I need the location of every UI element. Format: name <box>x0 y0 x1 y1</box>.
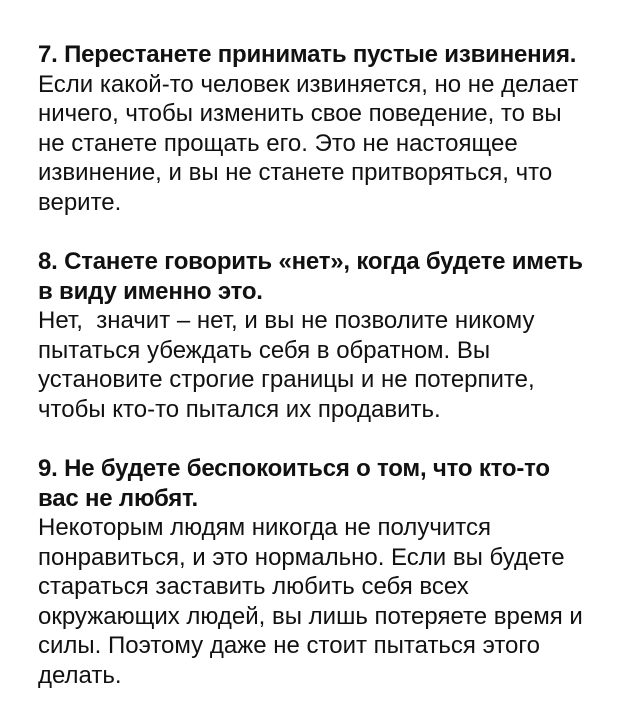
tip-7 <box>38 40 620 217</box>
tip-body-line: пытаться убеждать себя в обратном. Вы <box>38 336 491 364</box>
tip-body-line: верите. <box>38 188 122 216</box>
tip-body-line: ничего, чтобы изменить свое поведение, то вы <box>38 100 562 127</box>
tip-body-line: стараться заставить любить себя всех <box>38 573 469 600</box>
tip-heading <box>38 247 620 306</box>
tip-8 <box>38 247 620 424</box>
tip-body-line: Некоторым людям никогда не получится <box>38 514 491 541</box>
tip-body-line: окружающих людей, вы лишь потеряете время и <box>38 602 583 630</box>
tip-heading-line: вас не любят. <box>38 484 198 512</box>
tip-heading-line: 7. Перестанете принимать пустые извинения. <box>38 41 577 68</box>
tip-body-line: силы. Поэтому даже не стоит пытаться этого <box>38 632 540 659</box>
tip-heading <box>38 40 620 70</box>
tip-body <box>38 306 620 424</box>
tip-heading-line: 8. Станете говорить «нет», когда будете иметь <box>38 248 583 275</box>
tip-heading-line: 9. Не будете беспокоиться о том, что кто-то <box>38 455 550 482</box>
tip-body-line: делать. <box>38 661 122 689</box>
tip-heading-line: в виду именно это. <box>38 277 263 305</box>
tip-body-line: не станете прощать его. Это не настоящее <box>38 129 518 157</box>
tip-body-line: чтобы кто-то пытался их продавить. <box>38 395 441 423</box>
tip-9 <box>38 454 620 690</box>
tip-body-line: Нет, значит – нет, и вы не позволите никому <box>38 307 535 334</box>
tip-body <box>38 513 620 690</box>
tip-body <box>38 70 620 218</box>
tip-heading <box>38 454 620 513</box>
tip-body-line: извинение, и вы не станете притворяться, что <box>38 159 553 186</box>
tip-body-line: понравиться, и это нормально. Если вы будете <box>38 543 565 571</box>
tip-body-line: Если какой-то человек извиняется, но не делает <box>38 70 579 98</box>
tip-body-line: установите строгие границы и не потерпите, <box>38 366 535 393</box>
